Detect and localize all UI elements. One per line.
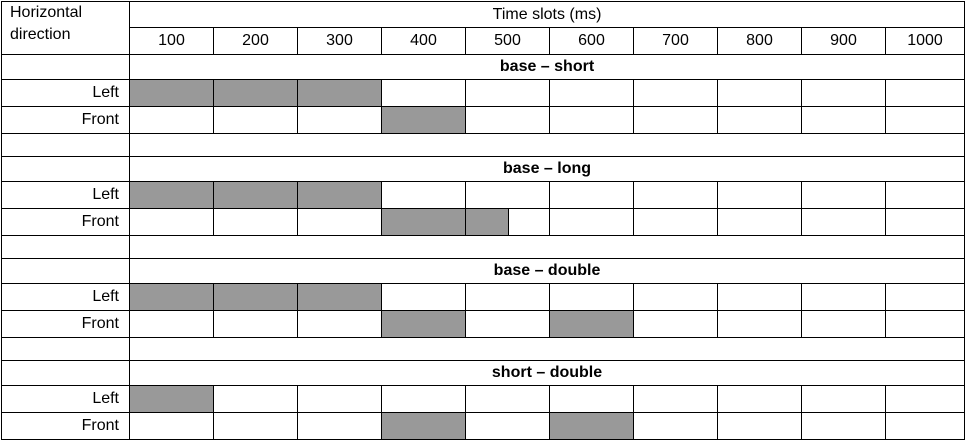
active-segment	[298, 80, 381, 106]
table-body	[2, 2, 965, 440]
active-segment	[382, 311, 465, 337]
time-slot-cell	[130, 386, 214, 413]
group-label-blank	[2, 361, 130, 386]
time-slot-cell	[802, 311, 886, 338]
active-segment	[466, 209, 509, 235]
time-slot-cell	[550, 107, 634, 134]
time-slot-cell	[886, 182, 965, 209]
time-slot-cell	[718, 284, 802, 311]
time-slot-cell	[298, 107, 382, 134]
active-segment	[298, 284, 381, 310]
time-slot-cell	[634, 284, 718, 311]
time-slot-cell	[634, 209, 718, 236]
time-slot-cell	[214, 413, 298, 440]
time-slot-cell	[886, 80, 965, 107]
group-title: base – short	[130, 55, 965, 80]
time-slot-cell	[466, 209, 550, 236]
time-slot-header: 1000	[886, 28, 965, 55]
direction-row-front	[2, 311, 965, 338]
time-slot-cell	[130, 284, 214, 311]
time-slot-cell	[382, 107, 466, 134]
timing-table	[1, 1, 965, 440]
time-slot-header: 300	[298, 28, 382, 55]
time-slot-cell	[298, 413, 382, 440]
time-slot-cell	[298, 311, 382, 338]
direction-label: Front	[2, 209, 130, 236]
time-slot-cell	[382, 413, 466, 440]
time-slot-header: 400	[382, 28, 466, 55]
time-slot-header: 100	[130, 28, 214, 55]
time-slot-cell	[382, 209, 466, 236]
spacer-row	[2, 134, 965, 157]
direction-row-front	[2, 209, 965, 236]
time-slot-cell	[634, 311, 718, 338]
direction-label: Front	[2, 107, 130, 134]
time-slot-cell	[718, 182, 802, 209]
time-slot-cell	[634, 182, 718, 209]
spacer-cell	[130, 134, 965, 157]
time-slot-cell	[466, 413, 550, 440]
time-slot-cell	[214, 209, 298, 236]
spacer-cell	[2, 236, 130, 259]
active-segment	[130, 182, 213, 208]
spacer-cell	[2, 338, 130, 361]
time-slot-cell	[214, 107, 298, 134]
time-slot-cell	[886, 209, 965, 236]
time-slot-cell	[130, 413, 214, 440]
time-slot-cell	[382, 386, 466, 413]
time-slot-cell	[550, 284, 634, 311]
time-slot-cell	[634, 80, 718, 107]
time-slot-cell	[382, 80, 466, 107]
time-slot-cell	[130, 311, 214, 338]
time-slot-cell	[886, 107, 965, 134]
time-slot-cell	[130, 209, 214, 236]
active-segment	[382, 107, 465, 133]
time-slots-title: Time slots (ms)	[130, 2, 965, 28]
active-segment	[298, 182, 381, 208]
group-title-row	[2, 259, 965, 284]
group-title: base – long	[130, 157, 965, 182]
time-slot-header: 700	[634, 28, 718, 55]
direction-row-front	[2, 107, 965, 134]
time-slot-cell	[130, 80, 214, 107]
time-slot-cell	[718, 413, 802, 440]
time-slot-header: 500	[466, 28, 550, 55]
active-segment	[550, 413, 633, 439]
time-slot-cell	[130, 107, 214, 134]
active-segment	[550, 311, 633, 337]
active-segment	[382, 413, 465, 439]
direction-label: Left	[2, 182, 130, 209]
time-slot-cell	[718, 311, 802, 338]
time-slot-cell	[214, 386, 298, 413]
time-slot-cell	[298, 209, 382, 236]
spacer-row	[2, 236, 965, 259]
spacer-cell	[130, 236, 965, 259]
time-slot-cell	[802, 107, 886, 134]
group-title: short – double	[130, 361, 965, 386]
direction-label: Left	[2, 284, 130, 311]
time-slot-cell	[382, 311, 466, 338]
active-segment	[130, 284, 213, 310]
time-slot-cell	[382, 182, 466, 209]
time-slot-cell	[130, 182, 214, 209]
time-slot-header: 800	[718, 28, 802, 55]
time-slot-cell	[718, 80, 802, 107]
time-slot-cell	[214, 311, 298, 338]
time-slot-cell	[214, 284, 298, 311]
time-slot-cell	[802, 413, 886, 440]
time-slot-cell	[550, 80, 634, 107]
direction-label: Left	[2, 386, 130, 413]
direction-label: Left	[2, 80, 130, 107]
direction-row-left	[2, 284, 965, 311]
time-slot-header: 200	[214, 28, 298, 55]
time-slot-cell	[466, 107, 550, 134]
time-slot-cell	[886, 311, 965, 338]
time-slot-cell	[298, 80, 382, 107]
group-title-row	[2, 157, 965, 182]
time-slot-cell	[466, 386, 550, 413]
time-slot-cell	[634, 413, 718, 440]
group-label-blank	[2, 259, 130, 284]
time-slot-header: 900	[802, 28, 886, 55]
time-slot-cell	[550, 182, 634, 209]
time-slot-cell	[382, 284, 466, 311]
group-title-row	[2, 361, 965, 386]
group-title-row	[2, 55, 965, 80]
time-slot-cell	[634, 107, 718, 134]
active-segment	[214, 284, 297, 310]
time-slot-cell	[550, 413, 634, 440]
group-label-blank	[2, 157, 130, 182]
time-slot-cell	[466, 182, 550, 209]
time-slot-cell	[298, 284, 382, 311]
time-slot-cell	[466, 284, 550, 311]
time-slot-cell	[886, 284, 965, 311]
spacer-cell	[2, 134, 130, 157]
time-slot-cell	[298, 386, 382, 413]
direction-row-left	[2, 182, 965, 209]
direction-label: Front	[2, 311, 130, 338]
time-slot-cell	[718, 386, 802, 413]
time-slot-cell	[634, 386, 718, 413]
group-title: base – double	[130, 259, 965, 284]
spacer-cell	[130, 338, 965, 361]
active-segment	[214, 80, 297, 106]
slot-header-row	[2, 28, 965, 55]
time-slot-cell	[886, 386, 965, 413]
time-slot-cell	[718, 209, 802, 236]
time-slot-cell	[802, 182, 886, 209]
time-slot-cell	[802, 284, 886, 311]
direction-header: Horizontal direction	[2, 2, 130, 55]
active-segment	[214, 182, 297, 208]
time-slot-cell	[550, 209, 634, 236]
active-segment	[382, 209, 465, 235]
active-segment	[130, 80, 213, 106]
direction-row-left	[2, 80, 965, 107]
time-slot-header: 600	[550, 28, 634, 55]
time-slot-cell	[802, 386, 886, 413]
direction-row-left	[2, 386, 965, 413]
direction-row-front	[2, 413, 965, 440]
time-slot-cell	[802, 80, 886, 107]
active-segment	[130, 386, 213, 412]
time-slot-cell	[466, 311, 550, 338]
time-slot-cell	[802, 209, 886, 236]
time-slot-cell	[550, 386, 634, 413]
time-slot-cell	[886, 413, 965, 440]
time-slot-cell	[214, 80, 298, 107]
time-slot-cell	[466, 80, 550, 107]
time-slot-cell	[550, 311, 634, 338]
time-slot-cell	[718, 107, 802, 134]
time-slot-cell	[298, 182, 382, 209]
spacer-row	[2, 338, 965, 361]
group-label-blank	[2, 55, 130, 80]
time-slot-cell	[214, 182, 298, 209]
direction-label: Front	[2, 413, 130, 440]
